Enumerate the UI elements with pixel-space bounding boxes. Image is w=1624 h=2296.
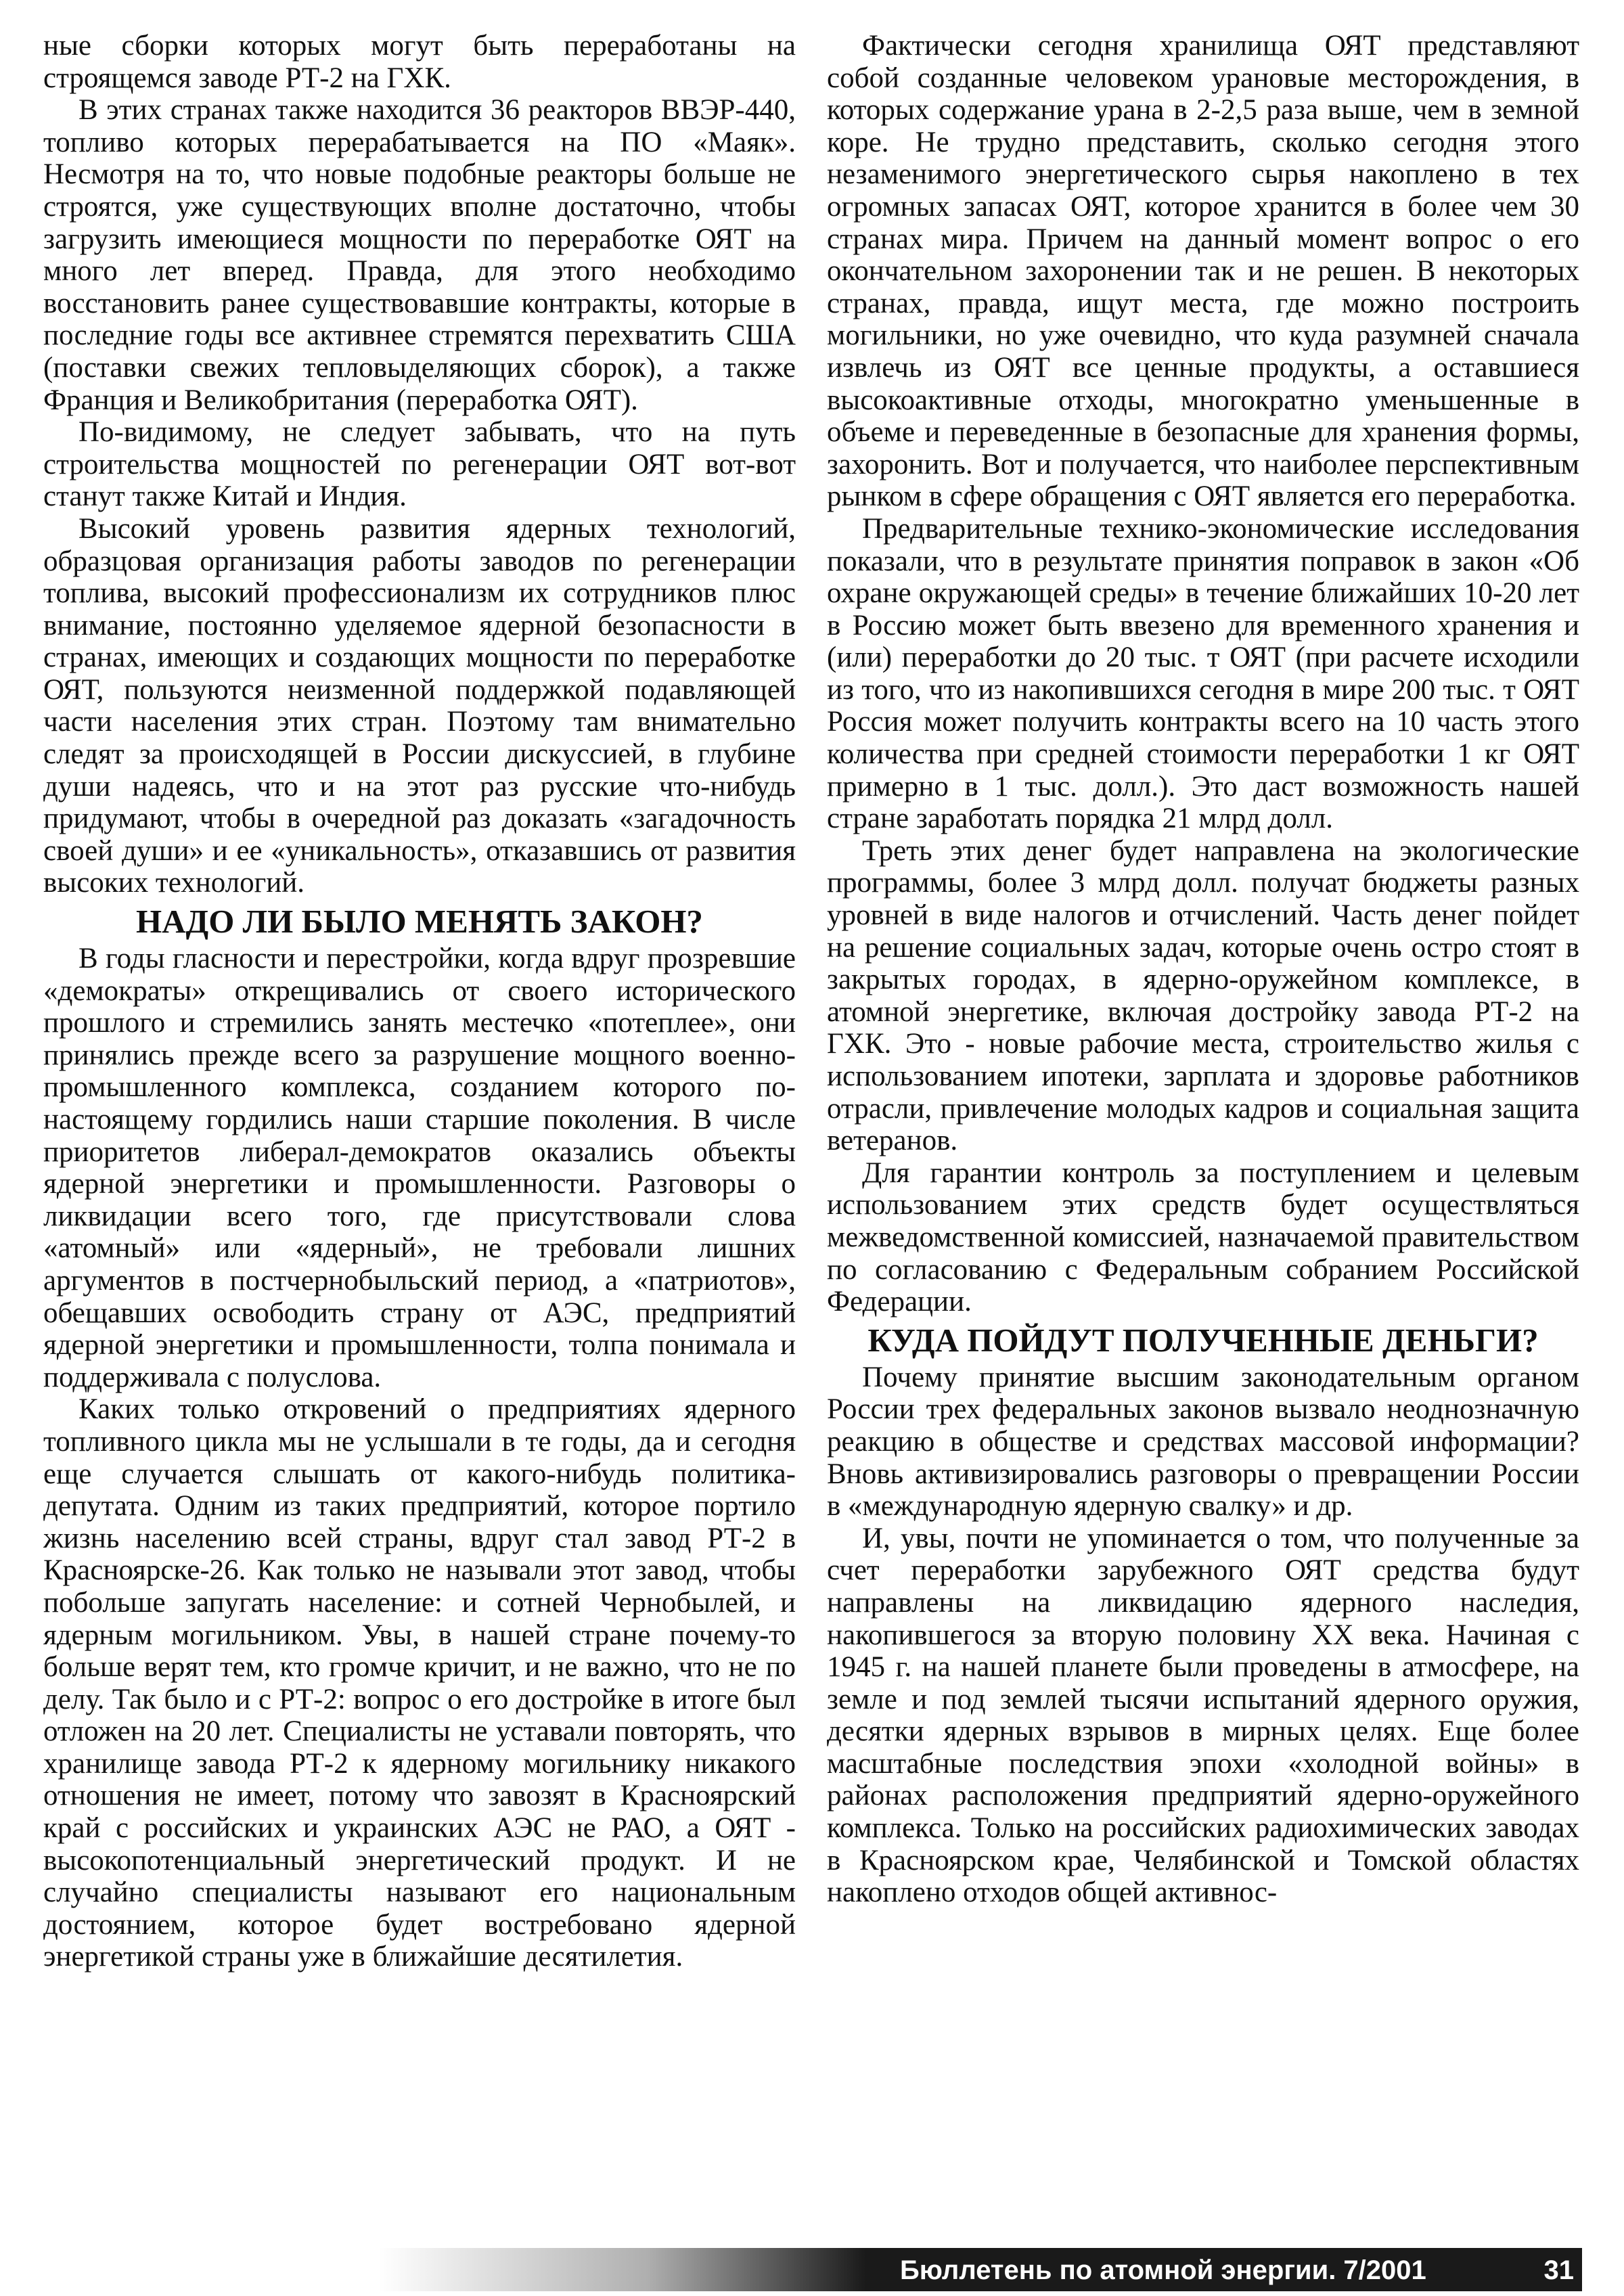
paragraph: И, увы, почти не упоминается о том, что полученные за счет переработки зарубежного ОЯТ средства будут направлены на ликвидацию ядерного наследия, накопившегося за вторую половину XX века. Начиная с 1945 г. на нашей планете были проведены в атмосфере, на земле и под землей тысячи испытаний ядерного оружия, десятки ядерных взрывов в мирных целях. Еще более масштабные последствия эпохи «холодной войны» в районах расположения предприятий ядерно-оружейного комплекса. Только на российских радиохимических заводах в Красноярском крае, Челябинской и Томской областях накоплено отходов общей активнос- bbox=[827, 1522, 1579, 1909]
paragraph: Предварительные технико-экономические исследования показали, что в результате принятия поправок в закон «Об охране окружающей среды» в течение ближайших 10-20 лет в Россию может быть ввезено для временного хранения и (или) переработки до 20 тыс. т ОЯТ (при расчете исходили из того, что из накопившихся сегодня в мире 200 тыс. т ОЯТ Россия может получить контракты всего на 10 часть этого количества при средней стоимости переработки 1 кг ОЯТ примерно в 1 тыс. долл.). Это даст возможность нашей стране заработать порядка 21 млрд долл. bbox=[827, 512, 1579, 835]
section-heading: КУДА ПОЙДУТ ПОЛУЧЕННЫЕ ДЕНЬГИ? bbox=[867, 1321, 1539, 1359]
page-number: 31 bbox=[1543, 2255, 1574, 2285]
left-column bbox=[43, 30, 796, 2243]
footer-gradient bbox=[379, 2248, 866, 2291]
paragraph: Для гарантии контроль за поступлением и целевым использованием этих средств будет осуществляться межведомственной комиссией, назначаемой правительством по согласованию с Федеральным собранием Российской Федерации. bbox=[827, 1156, 1579, 1318]
paragraph: Почему принятие высшим законодательным органом России трех федеральных законов вызвало неоднозначную реакцию в обществе и средствах массовой информации? Вновь активизировались разговоры о превращении России в «международную ядерную свалку» и др. bbox=[827, 1361, 1579, 1523]
section-heading: НАДО ЛИ БЫЛО МЕНЯТЬ ЗАКОН? bbox=[136, 903, 703, 941]
paragraph: Каких только откровений о предприятиях ядерного топливного цикла мы не услышали в те годы, да и сегодня еще случается слышать от какого-нибудь политика-депутата. Одним из таких предприятий, которое портило жизнь населению всей страны, вдруг стал завод РТ-2 в Красноярске-26. Как только не называли этот завод, чтобы побольше запугать население: и сотней Чернобылей, и ядерным могильником. Увы, в нашей стране почему-то больше верят тем, кто громче кричит, и не важно, что не по делу. Так было и с РТ-2: вопрос о его достройке в итоге был отложен на 20 лет. Специалисты не уставали повторять, что хранилище завода РТ-2 к ядерному могильнику никакого отношения не имеет, потому что завозят в Красноярский край с российских и украинских АЭС не РАО, а ОЯТ - высокопотенциальный энергетический продукт. И не случайно специалисты называют его национальным достоянием, которое будет востребовано ядерной энергетикой страны уже в ближайшие десятилетия. bbox=[43, 1393, 796, 1973]
paragraph: В годы гласности и перестройки, когда вдруг прозревшие «демократы» открещивались от своего исторического прошлого и стремились занять местечко «потеплее», они принялись прежде всего за разрушение мощного военно-промышленного комплекса, созданием которого по-настоящему гордились наши старшие поколения. В числе приоритетов либерал-демократов оказались объекты ядерной энергетики и промышленности. Разговоры о ликвидации всего того, где присутствовали слова «атомный» или «ядерный», не требовали лишних аргументов в постчернобыльский период, а «патриотов», обещавших освободить страну от АЭС, предприятий ядерной энергетики и промышленности, толпа понимала и поддерживала с полуслова. bbox=[43, 943, 796, 1393]
paragraph: Треть этих денег будет направлена на экологические программы, более 3 млрд долл. получат бюджеты разных уровней в виде налогов и отчислений. Часть денег пойдет на решение социальных задач, которые очень остро стоят в закрытых городах, в ядерно-оружейном комплексе, в атомной энергетике, включая достройку завода РТ-2 на ГХК. Это - новые рабочие места, строительство жилья с использованием ипотеки, зарплата и здоровье работников отрасли, привлечение молодых кадров и социальная защита ветеранов. bbox=[827, 834, 1579, 1157]
right-column bbox=[827, 30, 1579, 2243]
paragraph: ные сборки которых могут быть переработаны на строящемся заводе РТ-2 на ГХК. bbox=[43, 30, 796, 94]
page-footer bbox=[0, 2245, 1624, 2296]
paragraph: Высокий уровень развития ядерных технологий, образцовая организация работы заводов по регенерации топлива, высокий профессионализм их сотрудников плюс внимание, постоянно уделяемое ядерной безопасности в странах, имеющих и создающих мощности по переработке ОЯТ, пользуются неизменной поддержкой подавляющей части населения этих стран. Поэтому там внимательно следят за происходящей в России дискуссией, в глубине души надеясь, что и на этот раз русские что-нибудь придумают, чтобы в очередной раз доказать «загадочность своей души» и ее «уникальность», отказавшись от развития высоких технологий. bbox=[43, 512, 796, 899]
paragraph: В этих странах также находится 36 реакторов ВВЭР-440, топливо которых перерабатывается на ПО «Маяк». Несмотря на то, что новые подобные реакторы больше не строятся, уже существующих вполне достаточно, чтобы загрузить имеющиеся мощности по переработке ОЯТ на много лет вперед. Правда, для этого необходимо восстановить ранее существовавшие контракты, которые в последние годы все активнее стремятся перехватить США (поставки свежих тепловыделяющих сборок), а также Франция и Великобритания (переработка ОЯТ). bbox=[43, 94, 796, 416]
paragraph: Фактически сегодня хранилища ОЯТ представляют собой созданные человеком урановые месторождения, в которых содержание урана в 2-2,5 раза выше, чем в земной коре. Не трудно представить, сколько сегодня этого незаменимого энергетического сырья накоплено в тех огромных запасах ОЯТ, которое хранится в более чем 30 странах мира. Причем на данный момент вопрос о его окончательном захоронении так и не решен. В некоторых странах, правда, ищут места, где можно построить могильники, но уже очевидно, что куда разумней сначала извлечь из ОЯТ все ценные продукты, а оставшиеся высокоактивные отходы, многократно уменьшенные в объеме и переведенные в безопасные для хранения формы, захоронить. Вот и получается, что наиболее перспективным рынком в сфере обращения с ОЯТ является его переработка. bbox=[827, 30, 1579, 513]
paragraph: По-видимому, не следует забывать, что на путь строительства мощностей по регенерации ОЯТ вот-вот станут также Китай и Индия. bbox=[43, 416, 796, 513]
publication-title: Бюллетень по атомной энергии. 7/2001 bbox=[900, 2255, 1426, 2285]
